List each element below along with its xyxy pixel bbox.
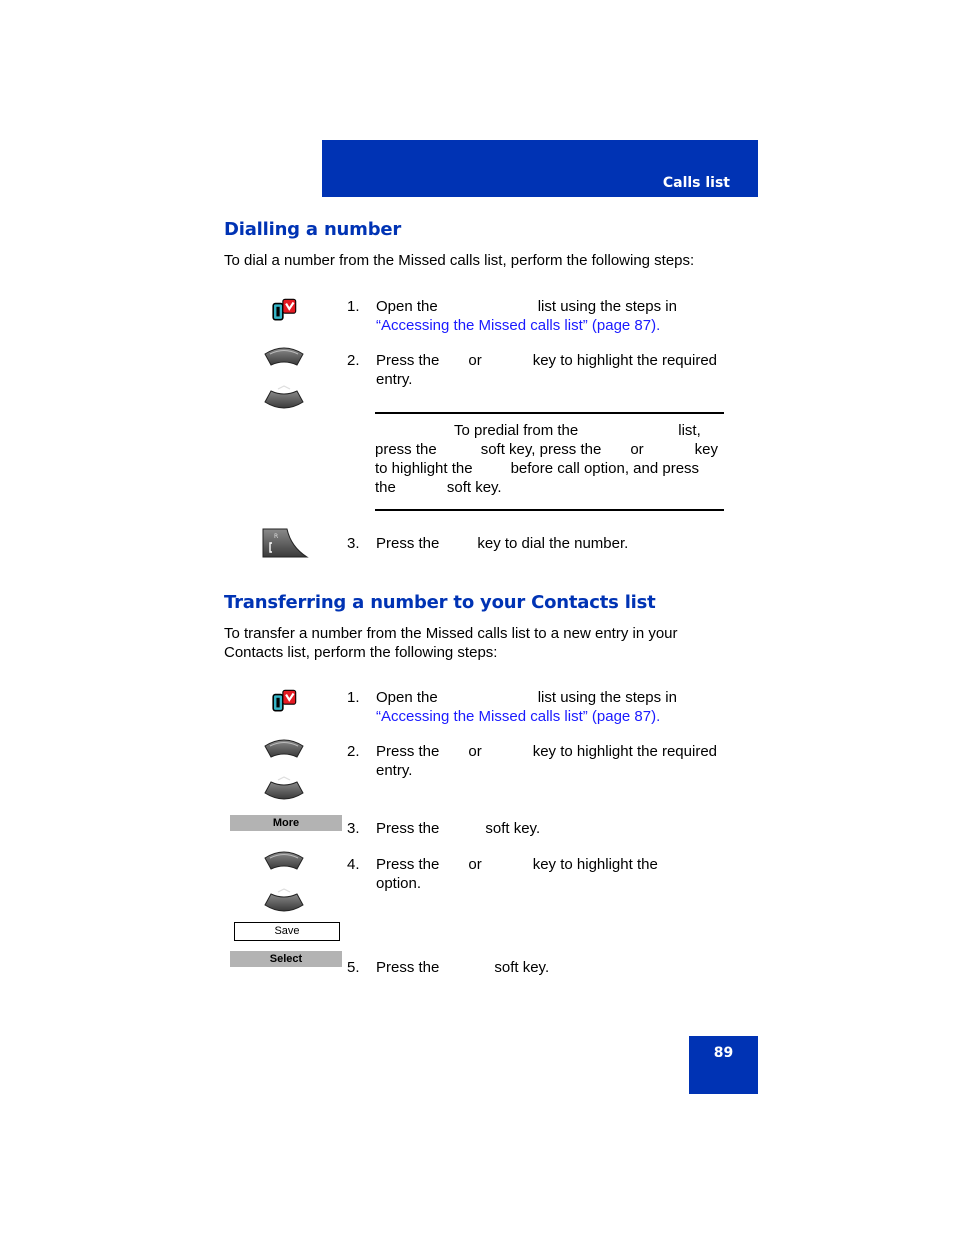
accessing-missed-calls-link[interactable]: “Accessing the Missed calls list” (page 87).: [376, 317, 661, 334]
section-heading-dialling: Dialling a number: [224, 219, 402, 240]
page-number: 89: [689, 1036, 758, 1094]
nav-down-key-icon: [262, 385, 306, 411]
nav-down-key-icon: [262, 776, 306, 802]
nav-up-key-icon: [262, 849, 306, 875]
predial-note: To predial from the list, press the soft key, press the or key to highlight the before call option, and press the soft key.: [375, 412, 724, 511]
section-heading-transferring: Transferring a number to your Contacts list: [224, 592, 656, 613]
accessing-missed-calls-link[interactable]: “Accessing the Missed calls list” (page 87).: [376, 708, 661, 725]
more-soft-key: More: [230, 815, 342, 831]
header-title: Calls list: [662, 175, 730, 191]
nav-up-key-icon: [262, 345, 306, 371]
calls-list-icon: [270, 689, 300, 713]
nav-up-key-icon: [262, 737, 306, 763]
svg-text:R: R: [274, 533, 279, 540]
talk-key-icon: [261, 527, 309, 559]
section-intro-transferring: To transfer a number from the Missed calls list to a new entry in your Contacts list, perform the following steps:: [224, 625, 678, 661]
header-bar: [322, 140, 758, 197]
nav-down-key-icon: [262, 888, 306, 914]
section-intro-dialling: To dial a number from the Missed calls list, perform the following steps:: [224, 252, 695, 269]
select-soft-key: Select: [230, 951, 342, 967]
save-menu-item: Save: [234, 922, 340, 941]
calls-list-icon: [270, 298, 300, 322]
